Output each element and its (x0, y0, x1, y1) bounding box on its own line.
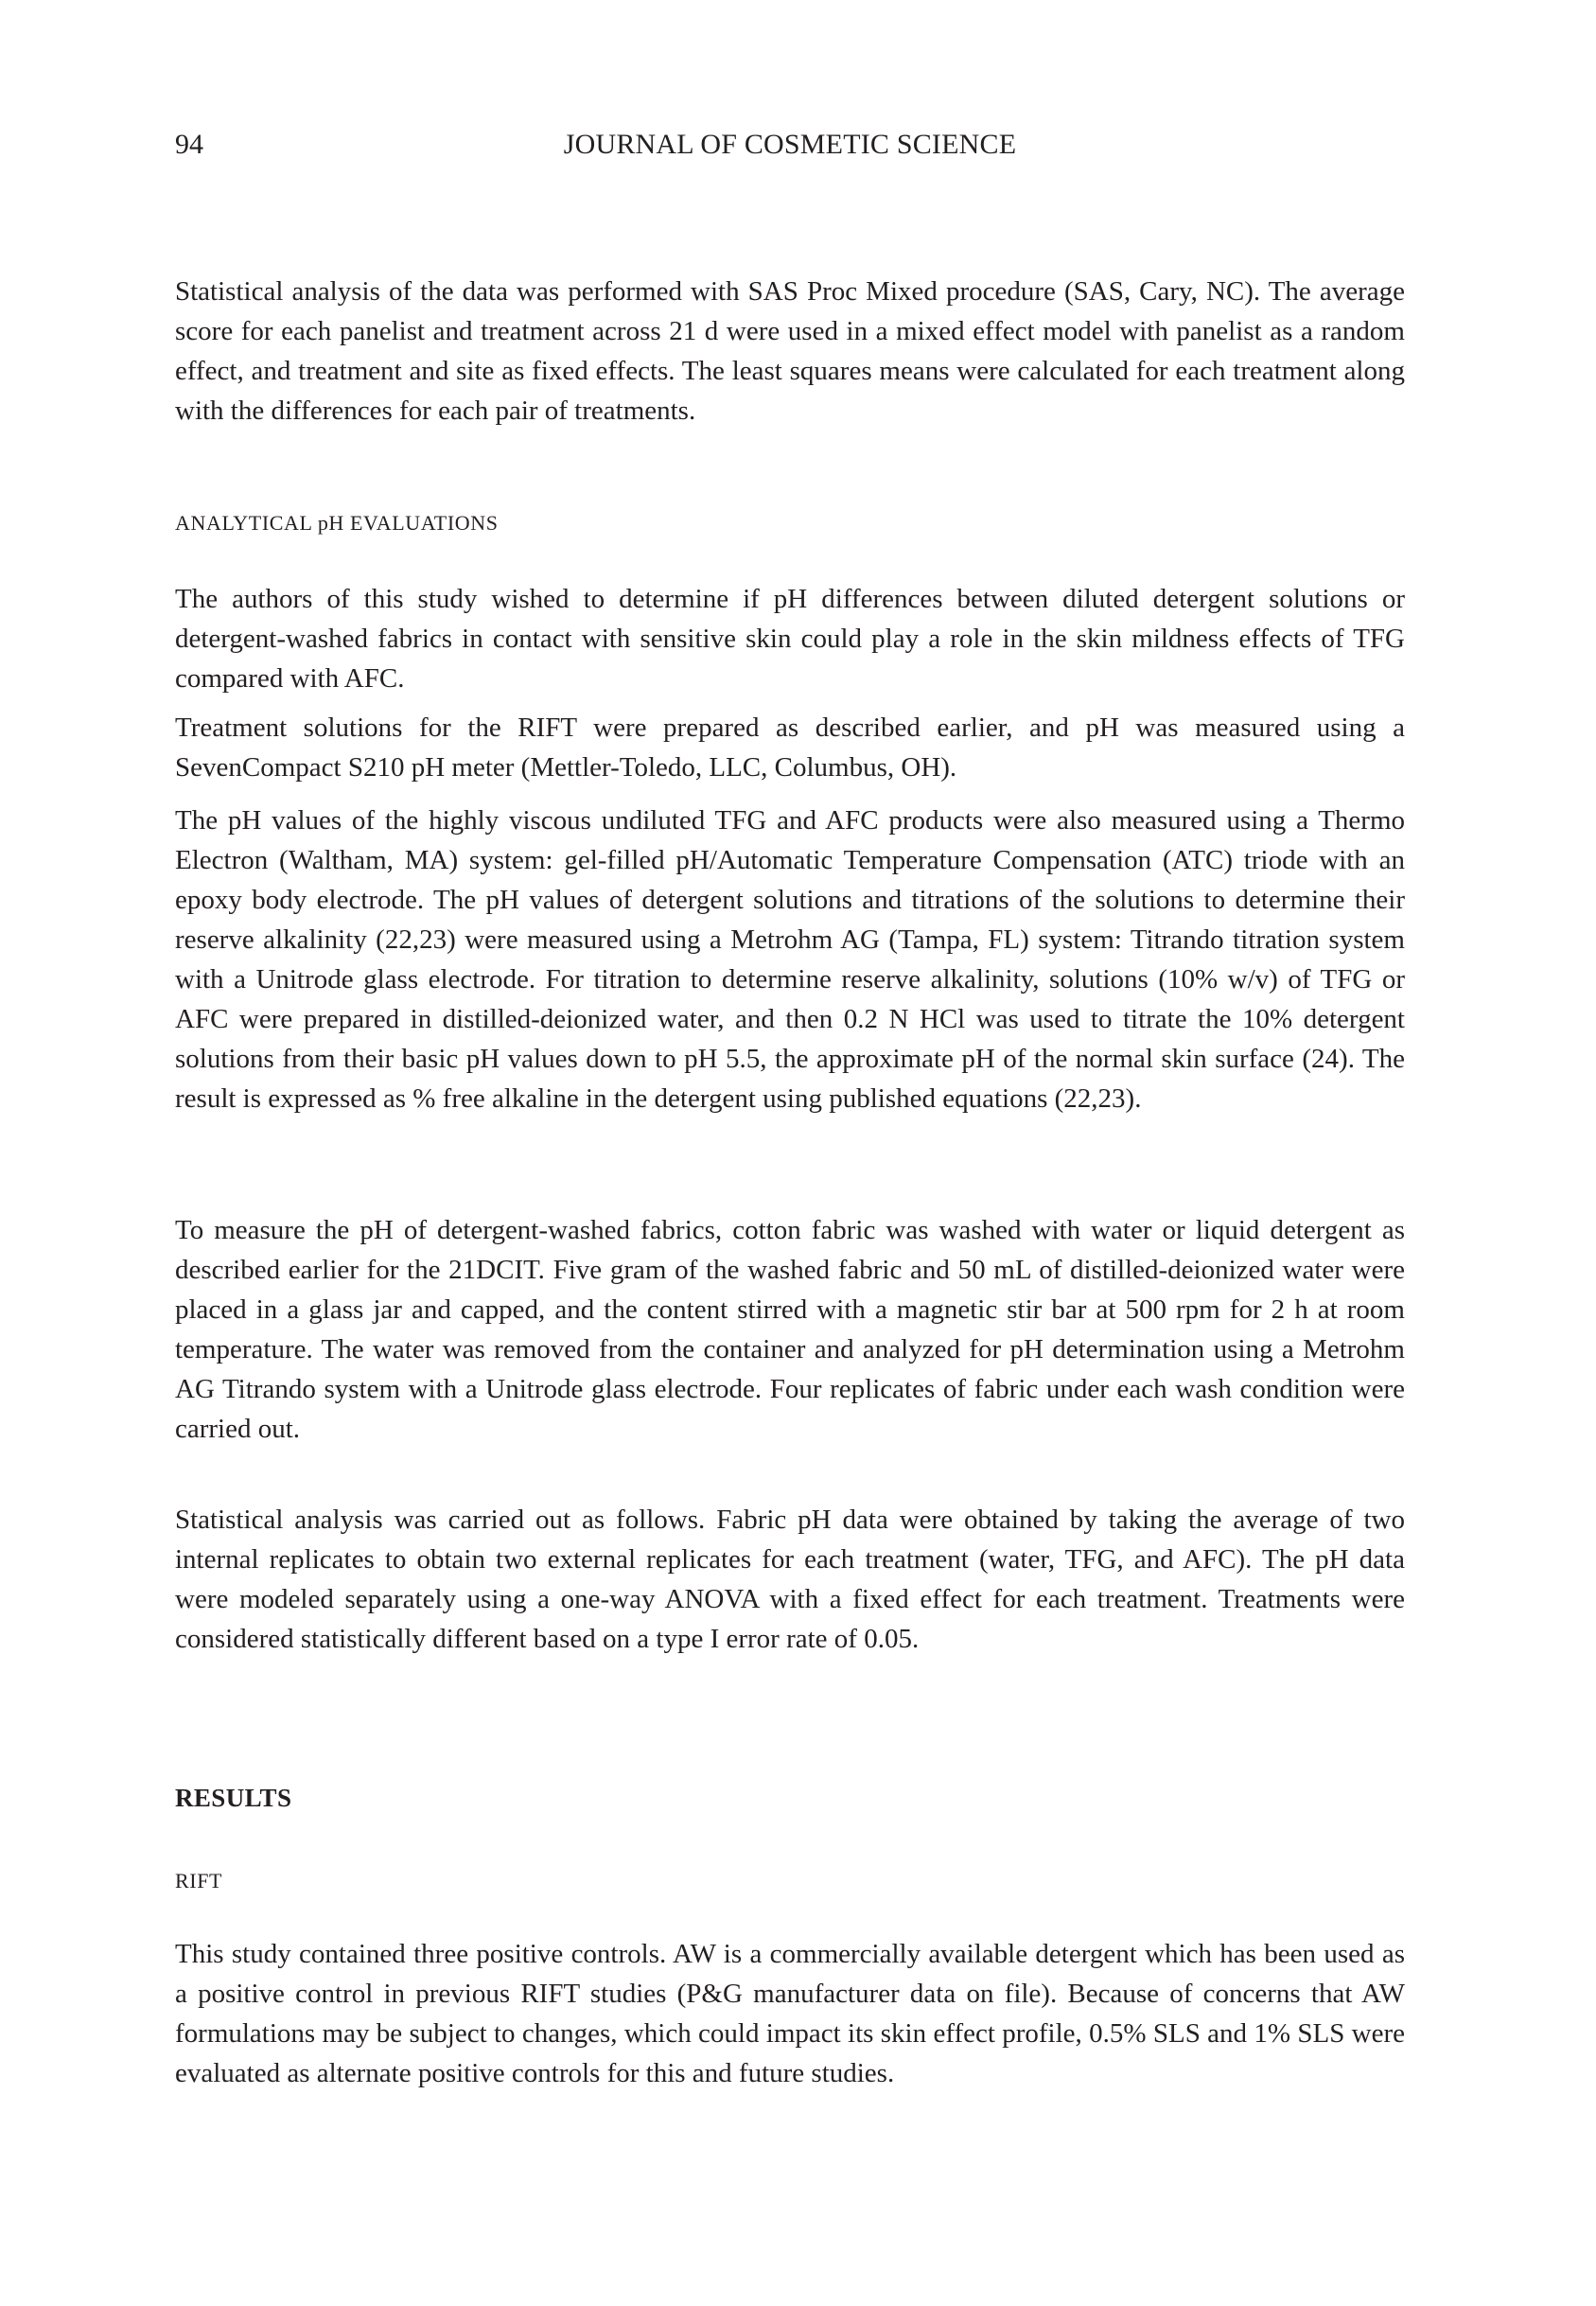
intro-block (175, 272, 1405, 431)
analytical-ph-para-5-block (175, 1500, 1405, 1659)
section-heading-results: RESULTS (175, 1784, 292, 1812)
subsection-heading-rift: RIFT (175, 1869, 223, 1892)
analytical-ph-para-1-block (175, 579, 1405, 698)
paragraph-treatment-solutions: Treatment solutions for the RIFT were prepared as described earlier, and pH was measured using a SevenCompact S210 pH meter (Mettler-Toledo, LLC, Columbus, OH). (175, 713, 1405, 783)
analytical-ph-para-3-block (175, 801, 1405, 1118)
paragraph-ph-purpose: The authors of this study wished to determine if pH differences between diluted detergent solutions or detergent-washed fabrics in contact with sensitive skin could play a role in the skin mildness effects of TFG compared with AFC. (175, 584, 1405, 694)
journal-title: JOURNAL OF COSMETIC SCIENCE (563, 129, 1017, 160)
analytical-ph-para-4-block (175, 1210, 1405, 1449)
page-number: 94 (175, 129, 203, 160)
analytical-ph-para-2-block (175, 708, 1405, 787)
paragraph-statistical-analysis: Statistical analysis of the data was performed with SAS Proc Mixed procedure (SAS, Cary, NC). The average score for each panelist and treatment across 21 d were used in a mixed effect model with panelist as a random effect, and treatment and site as fixed effects. The least squares means were calculated for each treatment along with the differences for each pair of treatments. (175, 276, 1405, 426)
paragraph-ph-methods: The pH values of the highly viscous undiluted TFG and AFC products were also measured using a Thermo Electron (Waltham, MA) system: gel-filled pH/Automatic Temperature Compensation (ATC) triode with an epoxy body electrode. The pH values of detergent solutions and titrations of the solutions to determine their reserve alkalinity (22,23) were measured using a Metrohm AG (Tampa, FL) system: Titrando titration system with a Unitrode glass electrode. For titration to determine reserve alkalinity, solutions (10% w/v) of TFG or AFC were prepared in distilled-deionized water, and then 0.2 N HCl was used to titrate the 10% detergent solutions from their basic pH values down to pH 5.5, the approximate pH of the normal skin surface (24). The result is expressed as % free alkaline in the detergent using published equations (22,23). (175, 805, 1405, 1114)
subsection-heading-analytical-ph: ANALYTICAL pH EVALUATIONS (175, 511, 499, 535)
rift-para-block (175, 1934, 1405, 2093)
paragraph-fabric-statistics: Statistical analysis was carried out as follows. Fabric pH data were obtained by taking the average of two internal replicates to obtain two external replicates for each treatment (water, TFG, and AFC). The pH data were modeled separately using a one-way ANOVA with a fixed effect for each treatment. Treatments were considered statistically different based on a type I error rate of 0.05. (175, 1505, 1405, 1654)
running-head (175, 129, 1405, 167)
paragraph-rift-controls: This study contained three positive controls. AW is a commercially available detergent which has been used as a positive control in previous RIFT studies (P&G manufacturer data on file). Because of concerns that AW formulations may be subject to changes, which could impact its skin effect profile, 0.5% SLS and 1% SLS were evaluated as alternate positive controls for this and future studies. (175, 1939, 1405, 2088)
paragraph-fabric-ph: To measure the pH of detergent-washed fabrics, cotton fabric was washed with water or liquid detergent as described earlier for the 21DCIT. Five gram of the washed fabric and 50 mL of distilled-deionized water were placed in a glass jar and capped, and the content stirred with a magnetic stir bar at 500 rpm for 2 h at room temperature. The water was removed from the container and analyzed for pH determination using a Metrohm AG Titrando system with a Unitrode glass electrode. Four replicates of fabric under each wash condition were carried out. (175, 1215, 1405, 1444)
